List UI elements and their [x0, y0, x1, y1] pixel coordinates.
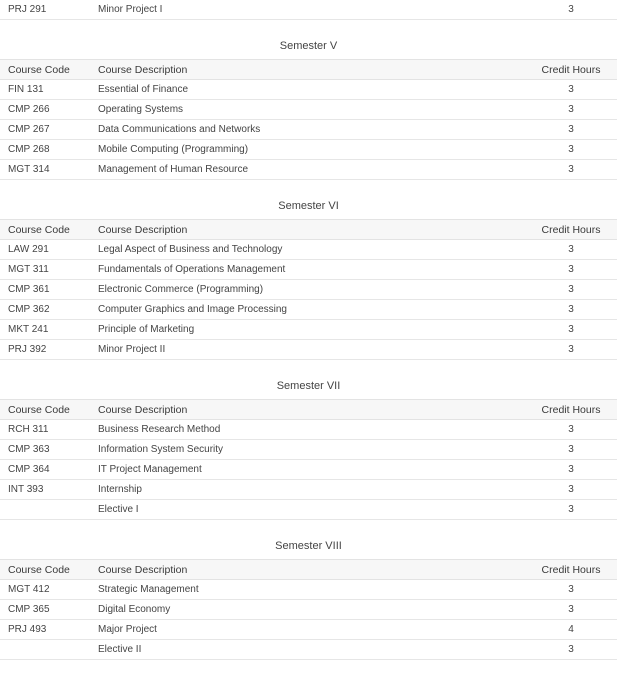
- header-credit-hours: Credit Hours: [525, 220, 617, 240]
- credit-hours: 3: [525, 280, 617, 300]
- course-code: [0, 500, 90, 520]
- semester-title: Semester V: [279, 40, 338, 52]
- course-description: Electronic Commerce (Programming): [90, 280, 525, 300]
- semester-section: [0, 520, 617, 660]
- header-course-code: Course Code: [0, 220, 90, 240]
- table-row: [0, 140, 617, 160]
- credit-hours: 3: [525, 580, 617, 600]
- credit-hours: 3: [525, 340, 617, 360]
- header-course-code: Course Code: [0, 560, 90, 580]
- credit-hours: 3: [525, 600, 617, 620]
- course-description: Strategic Management: [90, 580, 525, 600]
- course-code: CMP 266: [0, 100, 90, 120]
- course-description: Fundamentals of Operations Management: [90, 260, 525, 280]
- course-description: Essential of Finance: [90, 80, 525, 100]
- credit-hours: 3: [525, 440, 617, 460]
- course-table: [0, 559, 617, 660]
- credit-hours: 3: [525, 140, 617, 160]
- course-description: Minor Project II: [90, 340, 525, 360]
- course-code: MGT 412: [0, 580, 90, 600]
- credit-hours: 4: [525, 620, 617, 640]
- table-row: [0, 340, 617, 360]
- course-code: LAW 291: [0, 240, 90, 260]
- course-description: Elective I: [90, 500, 525, 520]
- credit-hours: 3: [525, 420, 617, 440]
- semester-title: Semester VII: [276, 380, 341, 392]
- header-course-description: Course Description: [90, 60, 525, 80]
- course-description: Major Project: [90, 620, 525, 640]
- previous-semester-rows: [0, 0, 617, 20]
- header-row: [0, 560, 617, 580]
- course-rows: [0, 580, 617, 660]
- credit-hours: 3: [525, 0, 617, 20]
- table-row: [0, 480, 617, 500]
- course-description: Elective II: [90, 640, 525, 660]
- table-row: [0, 600, 617, 620]
- credit-hours: 3: [525, 300, 617, 320]
- header-course-code: Course Code: [0, 400, 90, 420]
- table-row: [0, 640, 617, 660]
- semester-section: [0, 180, 617, 360]
- header-row: [0, 60, 617, 80]
- credit-hours: 3: [525, 80, 617, 100]
- course-code: INT 393: [0, 480, 90, 500]
- course-code: PRJ 493: [0, 620, 90, 640]
- course-code: CMP 363: [0, 440, 90, 460]
- course-description: Principle of Marketing: [90, 320, 525, 340]
- course-description: Internship: [90, 480, 525, 500]
- course-description: Minor Project I: [90, 0, 525, 20]
- header-course-code: Course Code: [0, 60, 90, 80]
- course-code: MGT 311: [0, 260, 90, 280]
- course-code: CMP 364: [0, 460, 90, 480]
- header-course-description: Course Description: [90, 400, 525, 420]
- header-row: [0, 400, 617, 420]
- course-rows: [0, 80, 617, 180]
- course-description: Information System Security: [90, 440, 525, 460]
- previous-semester-table-tail: [0, 0, 617, 20]
- course-code: FIN 131: [0, 80, 90, 100]
- course-description: Data Communications and Networks: [90, 120, 525, 140]
- table-row: [0, 320, 617, 340]
- header-row: [0, 220, 617, 240]
- semester-list: [0, 20, 617, 660]
- credit-hours: 3: [525, 100, 617, 120]
- table-row: [0, 460, 617, 480]
- course-rows: [0, 420, 617, 520]
- course-code: RCH 311: [0, 420, 90, 440]
- course-code: PRJ 392: [0, 340, 90, 360]
- semester-title: Semester VI: [278, 200, 339, 212]
- table-row: [0, 620, 617, 640]
- credit-hours: 3: [525, 160, 617, 180]
- table-row: [0, 500, 617, 520]
- course-description: Management of Human Resource: [90, 160, 525, 180]
- table-row: [0, 300, 617, 320]
- table-row: [0, 420, 617, 440]
- credit-hours: 3: [525, 320, 617, 340]
- course-table: [0, 219, 617, 360]
- table-row: [0, 280, 617, 300]
- table-row: [0, 100, 617, 120]
- table-header: [0, 560, 617, 580]
- course-code: [0, 640, 90, 660]
- header-credit-hours: Credit Hours: [525, 60, 617, 80]
- table-row: [0, 580, 617, 600]
- course-description: Legal Aspect of Business and Technology: [90, 240, 525, 260]
- course-rows: [0, 240, 617, 360]
- course-table: [0, 59, 617, 180]
- credit-hours: 3: [525, 460, 617, 480]
- header-credit-hours: Credit Hours: [525, 400, 617, 420]
- table-row: [0, 160, 617, 180]
- credit-hours: 3: [525, 240, 617, 260]
- course-code: MGT 314: [0, 160, 90, 180]
- table-header: [0, 400, 617, 420]
- table-header: [0, 60, 617, 80]
- course-code: PRJ 291: [0, 0, 90, 20]
- table-row: [0, 260, 617, 280]
- course-description: Computer Graphics and Image Processing: [90, 300, 525, 320]
- semester-title: Semester VIII: [275, 540, 342, 552]
- table-row: [0, 80, 617, 100]
- table-row: [0, 0, 617, 20]
- course-code: CMP 362: [0, 300, 90, 320]
- table-row: [0, 240, 617, 260]
- header-course-description: Course Description: [90, 560, 525, 580]
- course-code: MKT 241: [0, 320, 90, 340]
- course-code: CMP 267: [0, 120, 90, 140]
- header-course-description: Course Description: [90, 220, 525, 240]
- table-header: [0, 220, 617, 240]
- course-description: Business Research Method: [90, 420, 525, 440]
- course-description: Mobile Computing (Programming): [90, 140, 525, 160]
- credit-hours: 3: [525, 640, 617, 660]
- table-row: [0, 120, 617, 140]
- table-row: [0, 440, 617, 460]
- course-code: CMP 361: [0, 280, 90, 300]
- course-code: CMP 268: [0, 140, 90, 160]
- course-code: CMP 365: [0, 600, 90, 620]
- credit-hours: 3: [525, 260, 617, 280]
- course-description: Digital Economy: [90, 600, 525, 620]
- course-table: [0, 399, 617, 520]
- credit-hours: 3: [525, 120, 617, 140]
- course-description: Operating Systems: [90, 100, 525, 120]
- course-description: IT Project Management: [90, 460, 525, 480]
- header-credit-hours: Credit Hours: [525, 560, 617, 580]
- credit-hours: 3: [525, 500, 617, 520]
- semester-section: [0, 360, 617, 520]
- credit-hours: 3: [525, 480, 617, 500]
- semester-section: [0, 20, 617, 180]
